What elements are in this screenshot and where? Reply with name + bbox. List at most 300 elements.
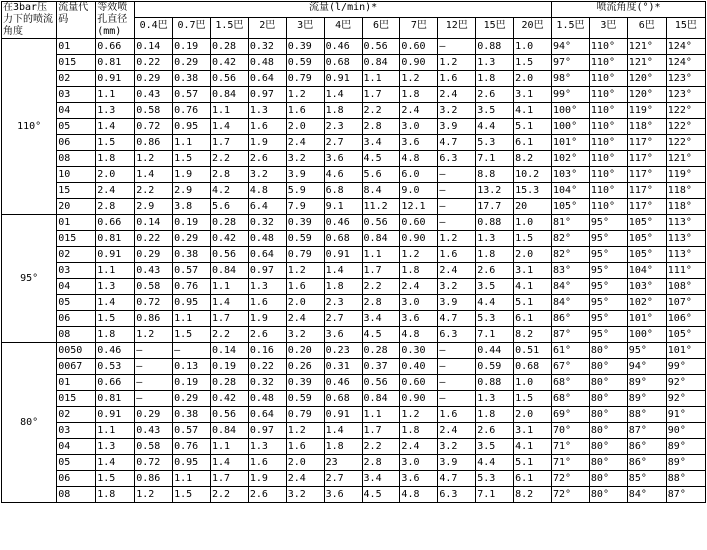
- orifice-diameter-cell: 2.0: [96, 167, 135, 183]
- flow-value-cell: 5.3: [476, 471, 514, 487]
- flow-value-cell: 7.1: [476, 327, 514, 343]
- spray-angle-cell: 86°: [627, 455, 666, 471]
- table-body: [2, 39, 706, 503]
- flow-value-cell: –: [135, 375, 173, 391]
- flow-code-cell: 015: [57, 391, 96, 407]
- flow-value-cell: 0.59: [286, 231, 324, 247]
- flow-value-cell: 4.7: [438, 471, 476, 487]
- flow-value-cell: 9.0: [400, 183, 438, 199]
- table-row: [2, 359, 706, 375]
- flow-value-cell: 0.91: [324, 247, 362, 263]
- spray-angle-group-header: 喷流角度(°)*: [552, 2, 706, 18]
- flow-value-cell: 0.28: [210, 375, 248, 391]
- flow-code-cell: 01: [57, 215, 96, 231]
- flow-value-cell: 1.6: [248, 295, 286, 311]
- flow-value-cell: 1.6: [438, 247, 476, 263]
- table-row: [2, 407, 706, 423]
- flow-value-cell: 0.97: [248, 423, 286, 439]
- flow-code-cell: 05: [57, 455, 96, 471]
- spray-angle-cell: 88°: [666, 471, 705, 487]
- flow-value-cell: 5.3: [476, 311, 514, 327]
- flow-value-cell: 1.3: [476, 55, 514, 71]
- flow-code-cell: 15: [57, 183, 96, 199]
- flow-value-cell: 1.8: [324, 439, 362, 455]
- flow-value-cell: 2.6: [476, 423, 514, 439]
- nozzle-flow-table: [1, 1, 706, 503]
- spray-angle-cell: 110°: [589, 87, 627, 103]
- spray-angle-cell: 99°: [666, 359, 705, 375]
- spray-angle-group-cell: 95°: [2, 215, 57, 343]
- flow-value-cell: 2.7: [324, 135, 362, 151]
- flow-value-cell: 1.0: [514, 39, 552, 55]
- orifice-diameter-cell: 0.81: [96, 391, 135, 407]
- flow-code-cell: 04: [57, 103, 96, 119]
- spray-angle-cell: 71°: [552, 439, 590, 455]
- flow-value-cell: 2.4: [438, 87, 476, 103]
- flow-value-cell: 1.4: [210, 119, 248, 135]
- flow-value-cell: 2.2: [362, 103, 400, 119]
- table-row: [2, 39, 706, 55]
- table-row: [2, 343, 706, 359]
- table-row: [2, 167, 706, 183]
- flow-value-cell: 0.84: [210, 87, 248, 103]
- table-row: [2, 215, 706, 231]
- flow-value-cell: 1.2: [438, 55, 476, 71]
- spray-angle-cell: 106°: [666, 311, 705, 327]
- flow-value-cell: 3.9: [438, 455, 476, 471]
- flow-value-cell: 0.97: [248, 87, 286, 103]
- flow-value-cell: 1.6: [248, 119, 286, 135]
- table-row: [2, 71, 706, 87]
- flow-value-cell: 0.48: [248, 231, 286, 247]
- spray-angle-cell: 69°: [552, 407, 590, 423]
- flow-code-cell: 01: [57, 375, 96, 391]
- spray-angle-cell: 90°: [666, 423, 705, 439]
- flow-value-cell: 5.1: [514, 295, 552, 311]
- flow-value-cell: 2.9: [135, 199, 173, 215]
- flow-value-cell: 0.68: [324, 391, 362, 407]
- orifice-diameter-cell: 0.81: [96, 231, 135, 247]
- flow-value-cell: 0.79: [286, 407, 324, 423]
- spray-angle-cell: 117°: [627, 183, 666, 199]
- spray-angle-cell: 118°: [666, 183, 705, 199]
- spray-angle-cell: 100°: [627, 327, 666, 343]
- flow-value-cell: 2.0: [514, 407, 552, 423]
- spray-angle-cell: 87°: [666, 487, 705, 503]
- flow-value-cell: 8.2: [514, 151, 552, 167]
- spray-angle-cell: 124°: [666, 39, 705, 55]
- flow-value-cell: 0.97: [248, 263, 286, 279]
- spray-angle-cell: 95°: [589, 231, 627, 247]
- orifice-diameter-cell: 1.4: [96, 455, 135, 471]
- flow-value-cell: 0.68: [324, 231, 362, 247]
- table-row: [2, 55, 706, 71]
- flow-code-cell: 02: [57, 247, 96, 263]
- flow-value-cell: 3.1: [514, 423, 552, 439]
- flow-value-cell: 0.86: [135, 135, 173, 151]
- flow-value-cell: 1.9: [248, 311, 286, 327]
- spray-angle-cell: 110°: [589, 39, 627, 55]
- flow-value-cell: –: [438, 167, 476, 183]
- flow-value-cell: 4.6: [324, 167, 362, 183]
- spray-angle-cell: 101°: [666, 343, 705, 359]
- flow-value-cell: 0.79: [286, 247, 324, 263]
- spray-angle-cell: 95°: [589, 327, 627, 343]
- flow-value-cell: 0.86: [135, 471, 173, 487]
- orifice-diameter-cell: 0.66: [96, 39, 135, 55]
- flow-value-cell: 3.2: [286, 327, 324, 343]
- flow-value-cell: 0.46: [324, 375, 362, 391]
- flow-code-cell: 015: [57, 55, 96, 71]
- flow-value-cell: 3.4: [362, 471, 400, 487]
- flow-value-cell: 4.1: [514, 439, 552, 455]
- orifice-diameter-cell: 2.4: [96, 183, 135, 199]
- flow-value-cell: 0.60: [400, 215, 438, 231]
- flow-value-cell: 0.84: [362, 55, 400, 71]
- angle-pressure-header: 6巴: [627, 18, 666, 39]
- spray-angle-cell: 103°: [552, 167, 590, 183]
- spray-angle-cell: 121°: [627, 39, 666, 55]
- flow-value-cell: 1.2: [438, 231, 476, 247]
- flow-value-cell: 0.64: [248, 247, 286, 263]
- spray-angle-cell: 105°: [627, 215, 666, 231]
- flow-value-cell: 3.9: [286, 167, 324, 183]
- flow-code-cell: 04: [57, 439, 96, 455]
- flow-value-cell: 2.4: [438, 263, 476, 279]
- spray-angle-cell: 80°: [589, 359, 627, 375]
- table-row: [2, 103, 706, 119]
- table-row: [2, 295, 706, 311]
- flow-value-cell: 2.6: [248, 327, 286, 343]
- flow-code-cell: 08: [57, 487, 96, 503]
- flow-value-cell: 2.0: [514, 71, 552, 87]
- table-row: [2, 439, 706, 455]
- flow-value-cell: 0.57: [173, 263, 211, 279]
- spray-angle-cell: 119°: [627, 103, 666, 119]
- flow-code-cell: 015: [57, 231, 96, 247]
- flow-value-cell: 2.2: [362, 439, 400, 455]
- flow-value-cell: 0.91: [324, 407, 362, 423]
- flow-value-cell: 3.4: [362, 311, 400, 327]
- spray-angle-cell: 124°: [666, 55, 705, 71]
- flow-value-cell: 1.5: [514, 391, 552, 407]
- spray-angle-cell: 110°: [589, 135, 627, 151]
- table-row: [2, 327, 706, 343]
- flow-value-cell: 0.90: [400, 391, 438, 407]
- flow-value-cell: 0.19: [173, 375, 211, 391]
- flow-value-cell: 4.5: [362, 151, 400, 167]
- flow-value-cell: 1.0: [514, 215, 552, 231]
- flow-value-cell: 1.0: [514, 375, 552, 391]
- flow-value-cell: 1.1: [173, 311, 211, 327]
- table-row: [2, 119, 706, 135]
- spray-angle-cell: 105°: [552, 199, 590, 215]
- flow-value-cell: 3.5: [476, 439, 514, 455]
- spray-angle-cell: 123°: [666, 87, 705, 103]
- flow-value-cell: 1.2: [135, 487, 173, 503]
- spray-angle-cell: 72°: [552, 471, 590, 487]
- flow-value-cell: 12.1: [400, 199, 438, 215]
- table-row: [2, 263, 706, 279]
- flow-value-cell: 1.9: [173, 167, 211, 183]
- flow-value-cell: 0.59: [476, 359, 514, 375]
- spray-angle-cell: 95°: [589, 215, 627, 231]
- flow-value-cell: 0.88: [476, 375, 514, 391]
- flow-value-cell: 1.5: [173, 487, 211, 503]
- spray-angle-cell: 95°: [589, 247, 627, 263]
- orifice-diameter-cell: 1.5: [96, 471, 135, 487]
- flow-pressure-header: 0.4巴: [135, 18, 173, 39]
- flow-value-cell: 0.14: [210, 343, 248, 359]
- flow-value-cell: 0.95: [173, 119, 211, 135]
- angle-pressure-header: 3巴: [589, 18, 627, 39]
- spray-angle-cell: 81°: [552, 215, 590, 231]
- flow-value-cell: 2.6: [248, 487, 286, 503]
- flow-value-cell: 3.9: [438, 119, 476, 135]
- flow-value-cell: 20: [514, 199, 552, 215]
- flow-value-cell: 1.7: [362, 87, 400, 103]
- flow-value-cell: 4.5: [362, 487, 400, 503]
- flow-value-cell: 1.3: [248, 439, 286, 455]
- spray-angle-cell: 118°: [666, 199, 705, 215]
- flow-code-cell: 06: [57, 471, 96, 487]
- spray-angle-cell: 80°: [589, 455, 627, 471]
- spray-angle-cell: 80°: [589, 471, 627, 487]
- flow-value-cell: 3.9: [438, 295, 476, 311]
- orifice-diameter-cell: 1.8: [96, 151, 135, 167]
- flow-pressure-header: 2巴: [248, 18, 286, 39]
- spray-angle-cell: 121°: [666, 151, 705, 167]
- flow-value-cell: 0.42: [210, 231, 248, 247]
- flow-value-cell: 4.8: [400, 151, 438, 167]
- flow-value-cell: 2.4: [438, 423, 476, 439]
- spray-angle-cell: 107°: [666, 295, 705, 311]
- spray-angle-cell: 113°: [666, 247, 705, 263]
- flow-value-cell: 0.38: [173, 71, 211, 87]
- spray-angle-cell: 118°: [627, 119, 666, 135]
- spray-angle-cell: 100°: [552, 119, 590, 135]
- flow-code-cell: 05: [57, 119, 96, 135]
- flow-value-cell: 1.4: [324, 263, 362, 279]
- spray-angle-cell: 110°: [589, 103, 627, 119]
- flow-value-cell: 6.4: [248, 199, 286, 215]
- spray-angle-cell: 84°: [552, 279, 590, 295]
- spray-angle-cell: 122°: [666, 103, 705, 119]
- table-row: [2, 423, 706, 439]
- spray-angle-cell: 102°: [627, 295, 666, 311]
- flow-value-cell: 13.2: [476, 183, 514, 199]
- flow-value-cell: 1.7: [210, 471, 248, 487]
- flow-value-cell: 6.0: [400, 167, 438, 183]
- spray-angle-cell: 120°: [627, 87, 666, 103]
- flow-value-cell: 1.2: [400, 247, 438, 263]
- flow-value-cell: 0.76: [173, 439, 211, 455]
- flow-value-cell: 1.7: [362, 423, 400, 439]
- flow-code-cell: 02: [57, 71, 96, 87]
- orifice-diameter-cell: 0.91: [96, 247, 135, 263]
- spray-angle-cell: 71°: [552, 455, 590, 471]
- flow-value-cell: 2.4: [400, 103, 438, 119]
- orifice-diameter-cell: 0.66: [96, 215, 135, 231]
- flow-value-cell: 3.6: [400, 471, 438, 487]
- flow-value-cell: 1.3: [476, 231, 514, 247]
- flow-value-cell: 4.4: [476, 119, 514, 135]
- flow-value-cell: 2.4: [286, 135, 324, 151]
- flow-value-cell: 5.1: [514, 119, 552, 135]
- flow-value-cell: 0.14: [135, 39, 173, 55]
- flow-value-cell: 1.2: [286, 423, 324, 439]
- flow-value-cell: 1.5: [173, 151, 211, 167]
- flow-value-cell: 0.44: [476, 343, 514, 359]
- flow-value-cell: 3.6: [400, 311, 438, 327]
- flow-value-cell: –: [135, 391, 173, 407]
- flow-value-cell: 0.29: [135, 407, 173, 423]
- spray-angle-cell: 86°: [552, 311, 590, 327]
- flow-value-cell: 0.51: [514, 343, 552, 359]
- flow-value-cell: 5.6: [210, 199, 248, 215]
- spray-angle-cell: 89°: [627, 391, 666, 407]
- flow-value-cell: 2.0: [514, 247, 552, 263]
- flow-value-cell: 1.9: [248, 135, 286, 151]
- flow-value-cell: 0.72: [135, 119, 173, 135]
- flow-value-cell: 0.88: [476, 215, 514, 231]
- flow-value-cell: 0.30: [400, 343, 438, 359]
- spray-angle-cell: 113°: [666, 215, 705, 231]
- flow-value-cell: 0.57: [173, 423, 211, 439]
- flow-value-cell: 1.2: [286, 87, 324, 103]
- flow-pressure-header: 3巴: [286, 18, 324, 39]
- spray-angle-cell: 110°: [589, 167, 627, 183]
- flow-code-header: 流量代码: [57, 2, 96, 39]
- flow-value-cell: 7.9: [286, 199, 324, 215]
- flow-value-cell: 0.64: [248, 71, 286, 87]
- flow-value-cell: 1.5: [173, 327, 211, 343]
- flow-pressure-header: 7巴: [400, 18, 438, 39]
- spray-angle-cell: 94°: [552, 39, 590, 55]
- flow-value-cell: 1.6: [286, 103, 324, 119]
- flow-value-cell: 0.58: [135, 103, 173, 119]
- flow-value-cell: 6.3: [438, 327, 476, 343]
- flow-value-cell: 0.31: [324, 359, 362, 375]
- flow-value-cell: 0.59: [286, 391, 324, 407]
- orifice-diameter-cell: 1.5: [96, 135, 135, 151]
- table-row: [2, 151, 706, 167]
- spray-angle-cell: 117°: [627, 167, 666, 183]
- flow-value-cell: 2.4: [400, 439, 438, 455]
- flow-value-cell: 7.1: [476, 487, 514, 503]
- flow-value-cell: 0.56: [210, 407, 248, 423]
- flow-value-cell: 2.6: [476, 87, 514, 103]
- flow-value-cell: 3.6: [400, 135, 438, 151]
- flow-value-cell: 1.3: [476, 391, 514, 407]
- spray-angle-cell: 101°: [552, 135, 590, 151]
- spray-angle-cell: 87°: [627, 423, 666, 439]
- flow-value-cell: 0.28: [210, 39, 248, 55]
- spray-angle-cell: 70°: [552, 423, 590, 439]
- flow-value-cell: 0.84: [210, 423, 248, 439]
- flow-value-cell: 1.1: [210, 439, 248, 455]
- orifice-diameter-cell: 2.8: [96, 199, 135, 215]
- flow-code-cell: 03: [57, 87, 96, 103]
- flow-value-cell: 2.7: [324, 471, 362, 487]
- flow-value-cell: –: [438, 39, 476, 55]
- flow-value-cell: 0.22: [135, 231, 173, 247]
- flow-value-cell: 1.3: [248, 279, 286, 295]
- flow-value-cell: 1.8: [476, 407, 514, 423]
- flow-value-cell: 0.76: [173, 279, 211, 295]
- flow-value-cell: 2.8: [210, 167, 248, 183]
- flow-value-cell: 0.48: [248, 55, 286, 71]
- spray-angle-cell: 80°: [589, 487, 627, 503]
- flow-code-cell: 03: [57, 423, 96, 439]
- flow-value-cell: 0.43: [135, 263, 173, 279]
- orifice-diameter-cell: 0.91: [96, 71, 135, 87]
- spray-angle-cell: 92°: [666, 391, 705, 407]
- flow-value-cell: 1.4: [135, 167, 173, 183]
- flow-value-cell: 0.90: [400, 55, 438, 71]
- spray-angle-cell: 105°: [627, 247, 666, 263]
- flow-value-cell: 0.19: [210, 359, 248, 375]
- flow-value-cell: 0.79: [286, 71, 324, 87]
- flow-value-cell: 1.6: [286, 279, 324, 295]
- flow-value-cell: 0.29: [135, 247, 173, 263]
- spray-angle-cell: 122°: [666, 119, 705, 135]
- table-row: [2, 231, 706, 247]
- spray-angle-cell: 91°: [666, 407, 705, 423]
- flow-value-cell: 0.46: [324, 215, 362, 231]
- flow-value-cell: 3.5: [476, 279, 514, 295]
- flow-value-cell: 2.0: [286, 119, 324, 135]
- flow-value-cell: 0.28: [362, 343, 400, 359]
- spray-angle-cell: 67°: [552, 359, 590, 375]
- table-row: [2, 455, 706, 471]
- spray-angle-cell: 80°: [589, 375, 627, 391]
- flow-value-cell: 1.2: [400, 71, 438, 87]
- flow-value-cell: 1.2: [400, 407, 438, 423]
- flow-value-cell: 3.2: [286, 487, 324, 503]
- spray-angle-cell: 103°: [627, 279, 666, 295]
- flow-value-cell: 0.38: [173, 247, 211, 263]
- flow-value-cell: 1.5: [514, 231, 552, 247]
- flow-value-cell: 1.4: [210, 295, 248, 311]
- flow-value-cell: 1.8: [476, 247, 514, 263]
- flow-value-cell: 3.4: [362, 135, 400, 151]
- flow-value-cell: 0.59: [286, 55, 324, 71]
- spray-angle-cell: 84°: [552, 295, 590, 311]
- flow-value-cell: 6.3: [438, 487, 476, 503]
- flow-value-cell: 2.6: [476, 263, 514, 279]
- orifice-diameter-cell: 1.5: [96, 311, 135, 327]
- spray-angle-cell: 61°: [552, 343, 590, 359]
- flow-value-cell: 1.6: [438, 407, 476, 423]
- flow-pressure-header: 6巴: [362, 18, 400, 39]
- flow-value-cell: 0.86: [135, 311, 173, 327]
- flow-value-cell: 2.4: [286, 471, 324, 487]
- flow-value-cell: 0.95: [173, 455, 211, 471]
- flow-code-cell: 02: [57, 407, 96, 423]
- flow-value-cell: 1.5: [514, 55, 552, 71]
- flow-value-cell: 2.0: [286, 295, 324, 311]
- spray-angle-cell: 84°: [627, 487, 666, 503]
- flow-value-cell: 0.56: [210, 247, 248, 263]
- flow-value-cell: 3.1: [514, 263, 552, 279]
- spray-angle-cell: 105°: [627, 231, 666, 247]
- flow-value-cell: 3.2: [438, 103, 476, 119]
- spray-angle-cell: 82°: [552, 247, 590, 263]
- flow-value-cell: 0.91: [324, 71, 362, 87]
- flow-value-cell: 0.32: [248, 215, 286, 231]
- flow-value-cell: 3.0: [400, 455, 438, 471]
